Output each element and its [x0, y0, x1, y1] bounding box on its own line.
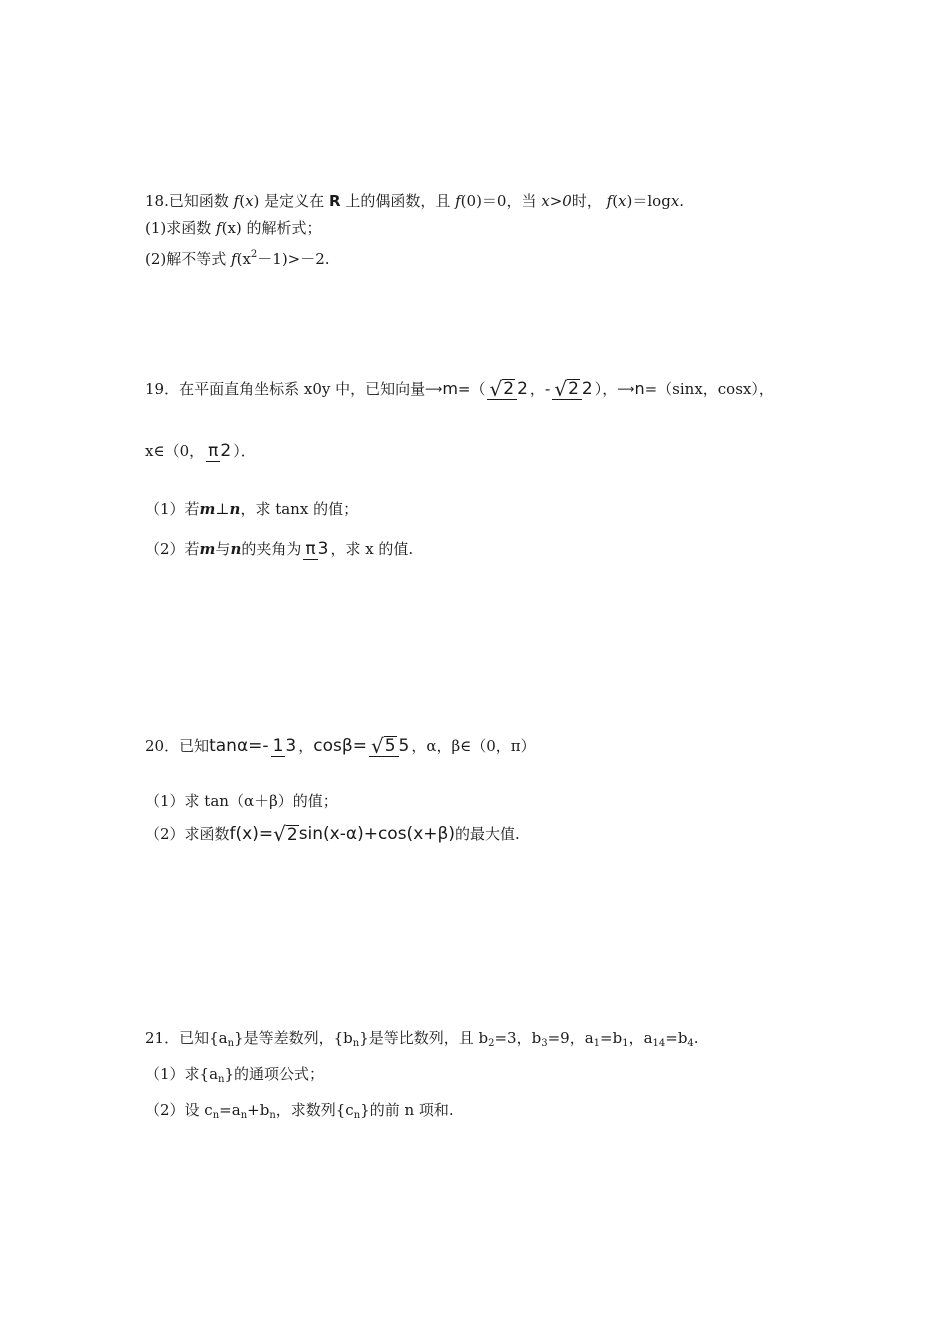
q19-p1-suffix: ，求 tanx 的值；: [240, 500, 359, 518]
q18-f0: f: [455, 192, 461, 210]
q18-p1-suffix: 的解析式；: [246, 219, 322, 237]
q19-part2: （2）若m与n的夹角为 π 3 ，求 x 的值.: [145, 538, 414, 559]
q18-f0-val: (0)＝0，当: [460, 192, 537, 210]
q20-range: ，α，β∈（0，π）: [411, 737, 536, 755]
q18-f: f: [233, 192, 240, 210]
q19-range-suffix: ）．: [233, 442, 256, 460]
q18-stem-prefix: 18.已知函数: [145, 192, 229, 210]
q19-range-prefix: x∈（0，: [145, 442, 205, 460]
q18-p2-arg-close: －1)>－2.: [257, 250, 330, 268]
q18-stem-mid1: 是定义在: [264, 192, 325, 210]
fraction-pi-over-2: π 2: [208, 440, 232, 461]
fraction-sqrt5-over-5: √5 5: [370, 733, 410, 758]
q19-close: ），: [594, 380, 618, 398]
vector-n: ⟶n: [617, 379, 645, 399]
q18-x: x: [245, 192, 254, 210]
q18-p1-prefix: (1)求函数: [145, 219, 212, 237]
q18-fx: f: [606, 192, 613, 210]
q18-part2: [145, 245, 330, 269]
q20-formula-b: sin(x-α)+cos(x+β): [298, 824, 455, 844]
q18-fx-rhs: ＝log: [632, 192, 671, 210]
q18-p2-f: f: [231, 250, 237, 268]
q20-sqrt2: √2: [273, 822, 298, 846]
q21-part2: （2）设 $c_n=a_n+b_n$，求数列$\{c_n\}$的前 n 项和.: [145, 1101, 454, 1121]
q21-part1: （1）求$\{a_n\}$的通项公式；: [145, 1065, 325, 1085]
q18-part1: [145, 217, 322, 238]
fraction-pi-over-3: π 3: [305, 538, 329, 559]
fraction-sqrt2-over-2: √2 2: [489, 376, 528, 401]
q18-stem-mid3: 时，: [571, 192, 602, 210]
q18-cond: x>0: [541, 192, 572, 210]
q18-p2-sup: 2: [250, 249, 258, 260]
fraction-neg-sqrt2-over-2: √2 2: [554, 376, 593, 401]
q20-formula-a: f(x)=: [229, 824, 274, 844]
q20-tan: tan: [209, 736, 237, 756]
q21-stem: 21．已知$\{a_n\}$是等差数列，$\{b_n\}$是等比数列，且 $b_2=3$，$b_3=9$，$a_1=b_1$，$a_{14}=b_4$.: [145, 1029, 699, 1049]
q18-p2-arg-open: (x: [236, 250, 251, 268]
q20-stem: 20．已知tanα=- 1 3 ，cosβ= √5 5 ，α，β∈（0，π）: [145, 733, 536, 758]
fraction-1-over-3: 1 3: [272, 735, 297, 756]
q20-part1: [145, 790, 338, 811]
q20-cos: cos: [313, 736, 342, 756]
q19-stem-prefix: 19．在平面直角坐标系 x0y 中，已知向量: [145, 380, 426, 398]
q20-part2: （2）求函数f(x)=√2sin(x-α)+cos(x+β)的最大值.: [145, 822, 520, 846]
q19-stem: 19．在平面直角坐标系 x0y 中，已知向量⟶m=（ √2 2 ，- √2 2 ），⟶n=（sinx，cosx），: [145, 376, 774, 401]
q21-p1-suffix: }的通项公式；: [224, 1065, 325, 1083]
q19-p1-n: n: [229, 500, 241, 518]
q19-range: [145, 440, 256, 462]
q18-R: R: [328, 192, 341, 210]
q18-p2-prefix: (2)解不等式: [145, 250, 227, 268]
q18-stem: 18.已知函数 f(x) 是定义在 R 上的偶函数，且 f(0)＝0，当 x>0时， f(x)＝logx.: [145, 192, 685, 210]
q19-p2-m: m: [199, 540, 216, 558]
q18-stem-mid2: 上的偶函数，且: [345, 192, 451, 210]
q20-p1-text: （1）求 tan（α＋β）的值；: [145, 792, 338, 810]
q18-p1-arg: (x): [221, 219, 242, 237]
q20-p2-suffix: 的最大值.: [454, 825, 520, 843]
vector-m: ⟶m: [425, 379, 458, 399]
q18-p1-f: f: [216, 219, 222, 237]
q20-stem-prefix: 20．已知: [145, 737, 210, 755]
q18-tail: x.: [670, 192, 685, 210]
q19-p1-m: m: [199, 500, 216, 518]
q21-p2-suffix: }的前 n 项和.: [360, 1101, 454, 1119]
q19-eq-open: =（: [457, 380, 486, 398]
q19-part1: （1）若m⊥n，求 tanx 的值；: [145, 500, 359, 518]
q19-n-val: =（sinx，cosx），: [644, 380, 774, 398]
q19-p2-suffix: ，求 x 的值.: [330, 540, 414, 558]
q19-p2-n: n: [230, 540, 242, 558]
